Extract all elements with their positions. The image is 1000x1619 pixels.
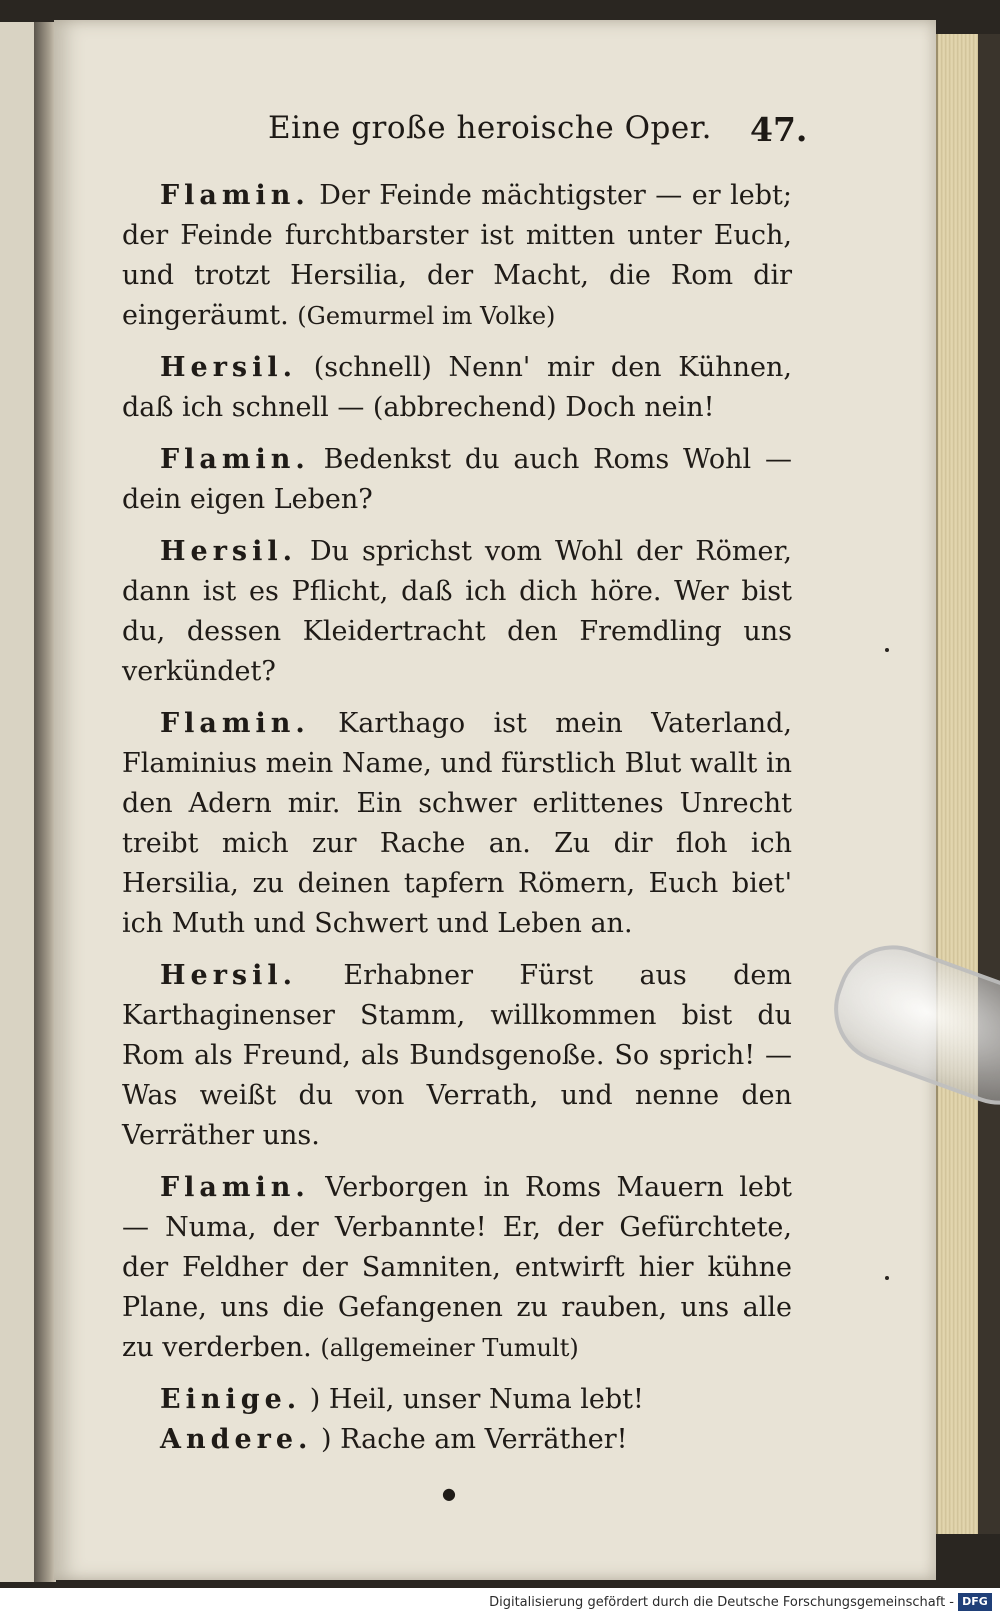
book-cover-edge [978, 34, 1000, 1534]
speaker-name: Flamin. [160, 444, 310, 475]
speaker-name: Hersil. [160, 352, 298, 383]
paragraph [122, 176, 792, 336]
dialogue-text: Bedenkst du auch Roms Wohl — dein eigen Leben? [122, 444, 792, 515]
page-stack-edge [936, 34, 980, 1534]
ornament-dot: ● [442, 1484, 456, 1503]
speaker-name: Hersil. [160, 536, 298, 567]
dialogue-text: Verborgen in Roms Mauern lebt — Numa, der Verbannte! Er, der Gefürchtete, der Feldher der Samniten, entwirft hier kühne Plane, uns die Gefangenen zu rauben, uns alle zu verderben. [122, 1172, 792, 1363]
paragraph [122, 532, 792, 692]
paper-speck [885, 648, 889, 652]
dialogue-text: (schnell) Nenn' mir den Kühnen, daß ich schnell — (abbrechend) Doch nein! [122, 352, 792, 423]
running-head: Eine große heroische Oper. [268, 110, 712, 146]
footer-bar [0, 1588, 1000, 1619]
speaker-name: Flamin. [160, 708, 310, 739]
dfg-logo: DFG [958, 1593, 992, 1611]
paragraph [122, 348, 792, 428]
book-gutter [34, 22, 56, 1582]
dialogue-text: Du sprichst vom Wohl der Römer, dann ist es Pflicht, daß ich dich höre. Wer bist du, dessen Kleidertracht den Fremdling uns verkündet? [122, 536, 792, 687]
paper-speck [885, 1276, 889, 1280]
paragraph [122, 956, 792, 1156]
chorus-line [122, 1420, 792, 1460]
speaker-name: Einige. [160, 1384, 302, 1415]
paragraph [122, 440, 792, 520]
paragraph [122, 1168, 792, 1368]
page-header [210, 110, 810, 160]
paragraph [122, 704, 792, 944]
speaker-name: Flamin. [160, 180, 310, 211]
dialogue-text: ) Heil, unser Numa lebt! [309, 1384, 644, 1415]
page-number: 47. [750, 110, 808, 149]
dialogue-text: ) Rache am Verräther! [321, 1424, 628, 1455]
speaker-name: Flamin. [160, 1172, 310, 1203]
dialogue-text: Der Feinde mächtigster — er lebt; der Feinde furchtbarster ist mitten unter Euch, und trotzt Hersilia, der Macht, die Rom dir eingeräumt. [122, 180, 792, 331]
stage-direction: (Gemurmel im Volke) [297, 302, 556, 330]
speaker-name: Andere. [160, 1424, 313, 1455]
funding-credit: Digitalisierung gefördert durch die Deutsche Forschungsgemeinschaft - [489, 1595, 954, 1610]
dialogue-text: Karthago ist mein Vaterland, Flaminius mein Name, und fürstlich Blut wallt in den Adern mir. Ein schwer erlittenes Unrecht treibt mich zur Rache an. Zu dir floh ich Hersilia, zu deinen tapfern Römern, Euch biet' ich Muth und Schwert und Leben an. [122, 708, 792, 939]
chorus-line [122, 1380, 792, 1420]
left-page-edge [0, 22, 36, 1582]
stage-direction: (allgemeiner Tumult) [320, 1334, 579, 1362]
dialogue-text: Erhabner Fürst aus dem Karthaginenser Stamm, willkommen bist du Rom als Freund, als Bundsgenoße. So sprich! — Was weißt du von Verrath, und nenne den Verräther uns. [122, 960, 792, 1151]
page-text [122, 176, 792, 1460]
speaker-name: Hersil. [160, 960, 298, 991]
